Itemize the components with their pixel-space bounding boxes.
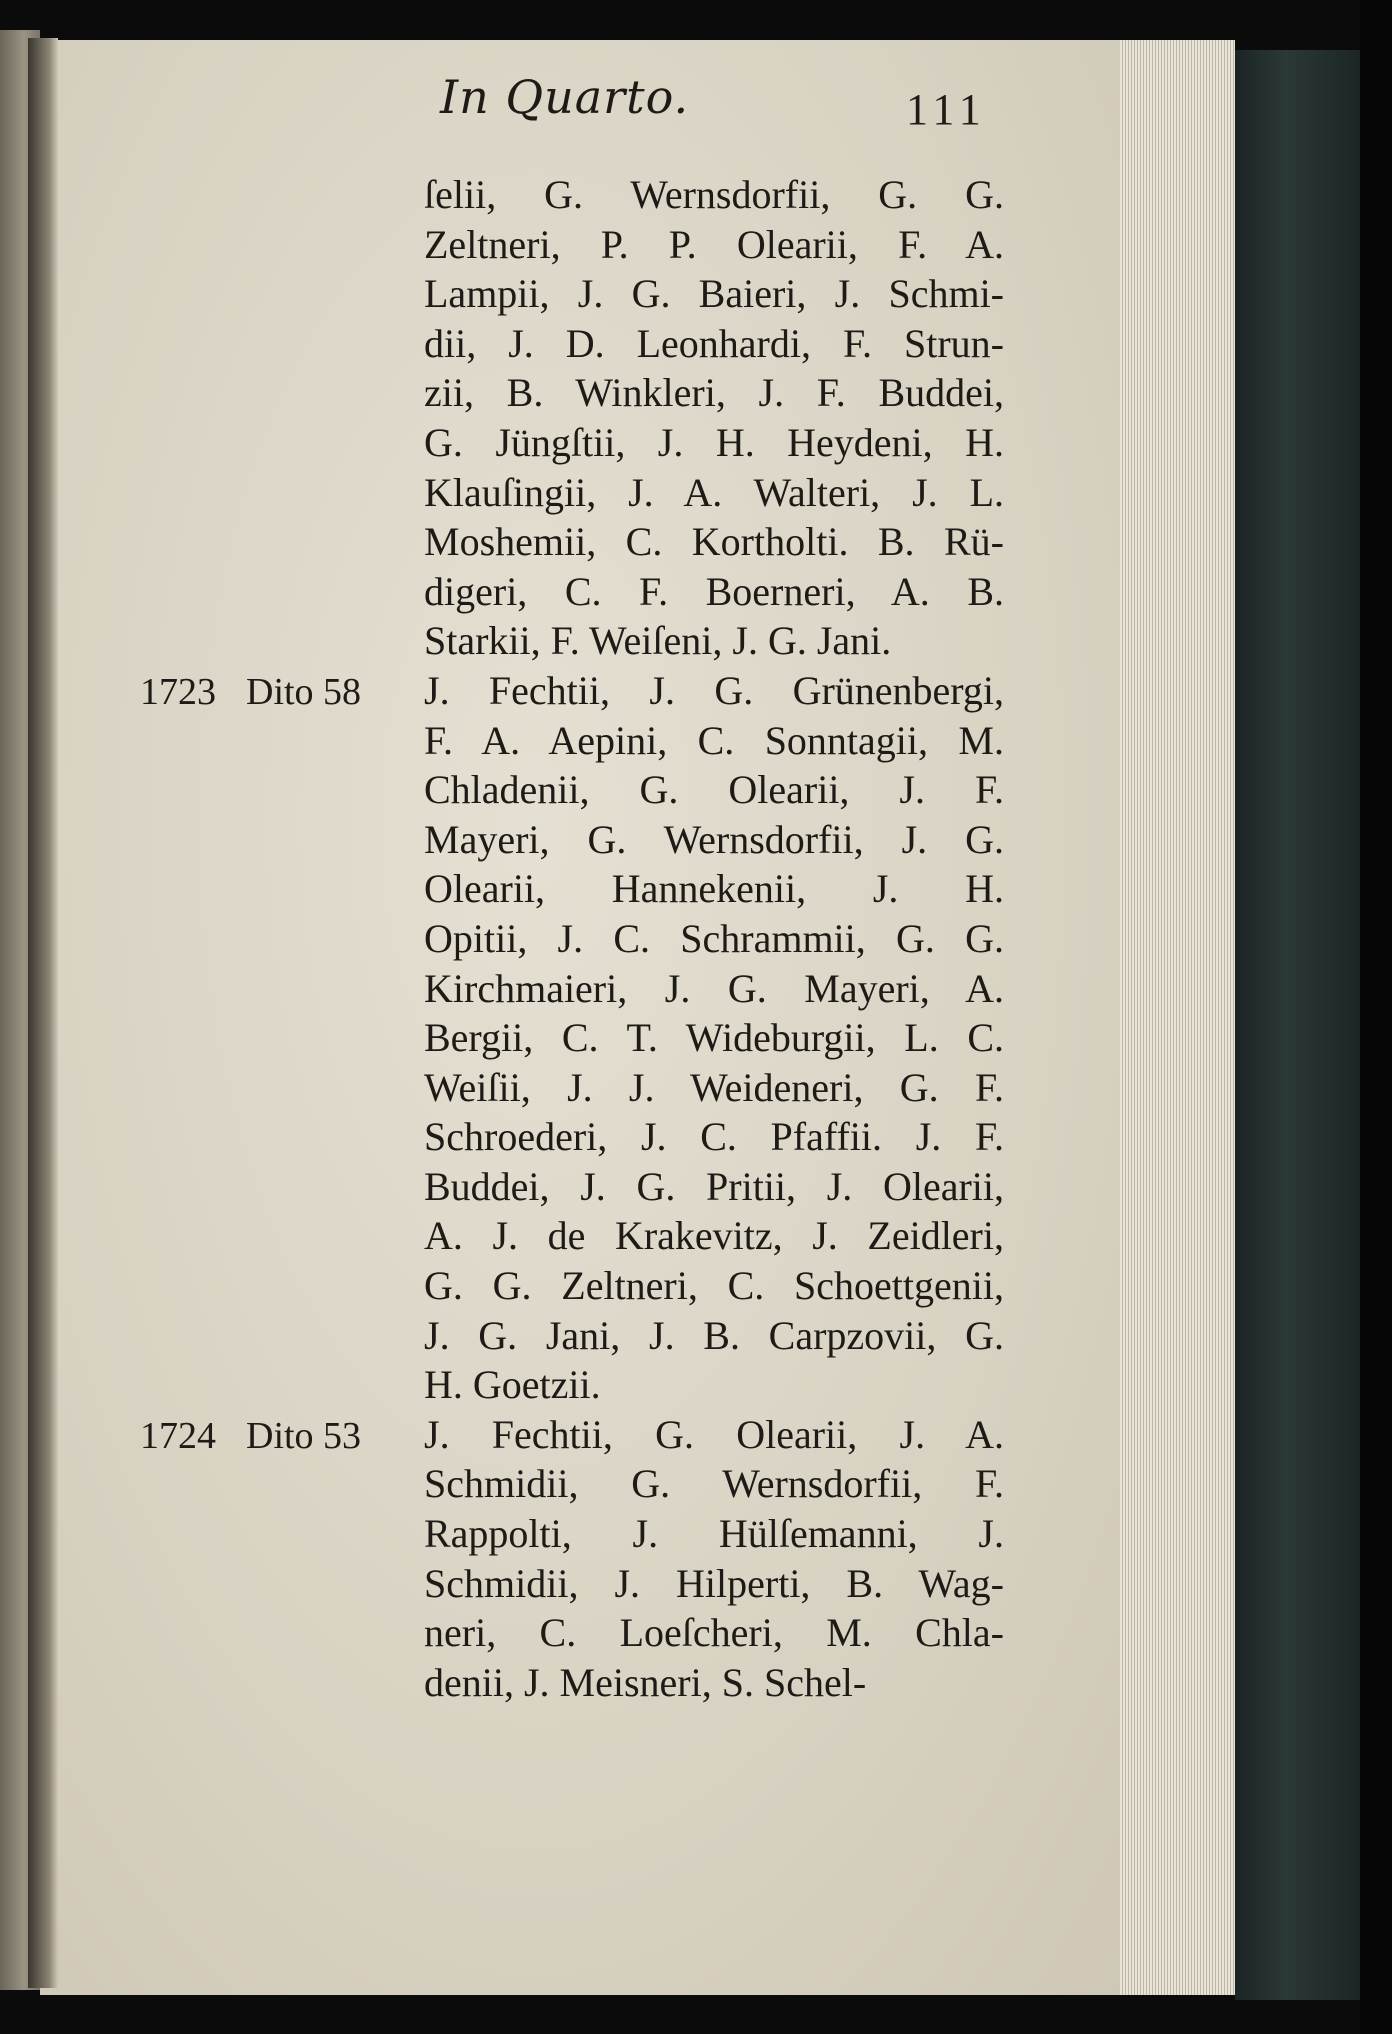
text-line: neri, C. Loeſcheri, M. Chla- — [424, 1610, 1004, 1656]
text-line: denii, J. Meisneri, S. Schel- — [424, 1659, 867, 1705]
text-line: Schroederi, J. C. Pfaffii. J. F. — [424, 1114, 1004, 1160]
text-block — [424, 170, 1004, 1707]
text-line: J. G. Jani, J. B. Carpzovii, G. — [424, 1312, 1004, 1358]
text-line: A. J. de Krakevitz, J. Zeidleri, — [424, 1213, 1004, 1259]
text-line: Zeltneri, P. P. Olearii, F. A. — [424, 221, 1004, 267]
text-line: zii, B. Winkleri, J. F. Buddei, — [424, 370, 1004, 416]
text-line: digeri, C. F. Boerneri, A. B. — [424, 568, 1004, 614]
text-line: Lampii, J. G. Baieri, J. Schmi- — [424, 271, 1004, 317]
text-line: Chladenii, G. Olearii, J. F. — [424, 767, 1004, 813]
text-line: Starkii, F. Weiſeni, J. G. Jani. — [424, 618, 892, 664]
background-edge — [1360, 0, 1392, 2034]
text-line: Opitii, J. C. Schrammii, G. G. — [424, 915, 1004, 961]
year-mark: 1724 — [140, 1415, 216, 1457]
year-mark: 1723 — [140, 671, 216, 713]
text-line: Schmidii, G. Wernsdorfii, F. — [424, 1461, 1004, 1507]
text-line: Weiſii, J. J. Weideneri, G. F. — [424, 1064, 1004, 1110]
text-line: Schmidii, J. Hilperti, B. Wag- — [424, 1560, 1004, 1606]
text-line: Klauſingii, J. A. Walteri, J. L. — [424, 469, 1004, 515]
text-line: Moshemii, C. Kortholti. B. Rü- — [424, 519, 1004, 565]
text-line: dii, J. D. Leonhardi, F. Strun- — [424, 320, 1004, 366]
text-line: Kirchmaieri, J. G. Mayeri, A. — [424, 965, 1004, 1011]
dito-mark: Dito 58 — [246, 671, 362, 713]
page-stack-edges — [1120, 40, 1235, 1995]
running-head: In Quarto. — [440, 70, 690, 124]
text-line: ſelii, G. Wernsdorfii, G. G. — [424, 172, 1004, 217]
page-gutter — [28, 38, 58, 1988]
text-line: Rappolti, J. Hülſemanni, J. — [424, 1511, 1004, 1557]
text-line: Mayeri, G. Wernsdorfii, J. G. — [424, 816, 1004, 862]
text-line: Buddei, J. G. Pritii, J. Olearii, — [424, 1163, 1004, 1209]
text-line: J. Fechtii, G. Olearii, J. A. — [424, 1411, 1004, 1457]
text-line: H. Goetzii. — [424, 1362, 601, 1408]
text-line: G. Jüngſtii, J. H. Heydeni, H. — [424, 419, 1004, 465]
text-line: F. A. Aepini, C. Sonntagii, M. — [424, 717, 1004, 763]
text-line: J. Fechtii, J. G. Grünenbergi, — [424, 667, 1004, 713]
text-line: Olearii, Hannekenii, J. H. — [424, 866, 1004, 912]
text-line: Bergii, C. T. Wideburgii, L. C. — [424, 1015, 1004, 1061]
page-number: 111 — [906, 85, 987, 134]
dito-mark: Dito 53 — [246, 1415, 362, 1457]
book-cover — [1235, 50, 1360, 2000]
text-line: G. G. Zeltneri, C. Schoettgenii, — [424, 1263, 1004, 1309]
